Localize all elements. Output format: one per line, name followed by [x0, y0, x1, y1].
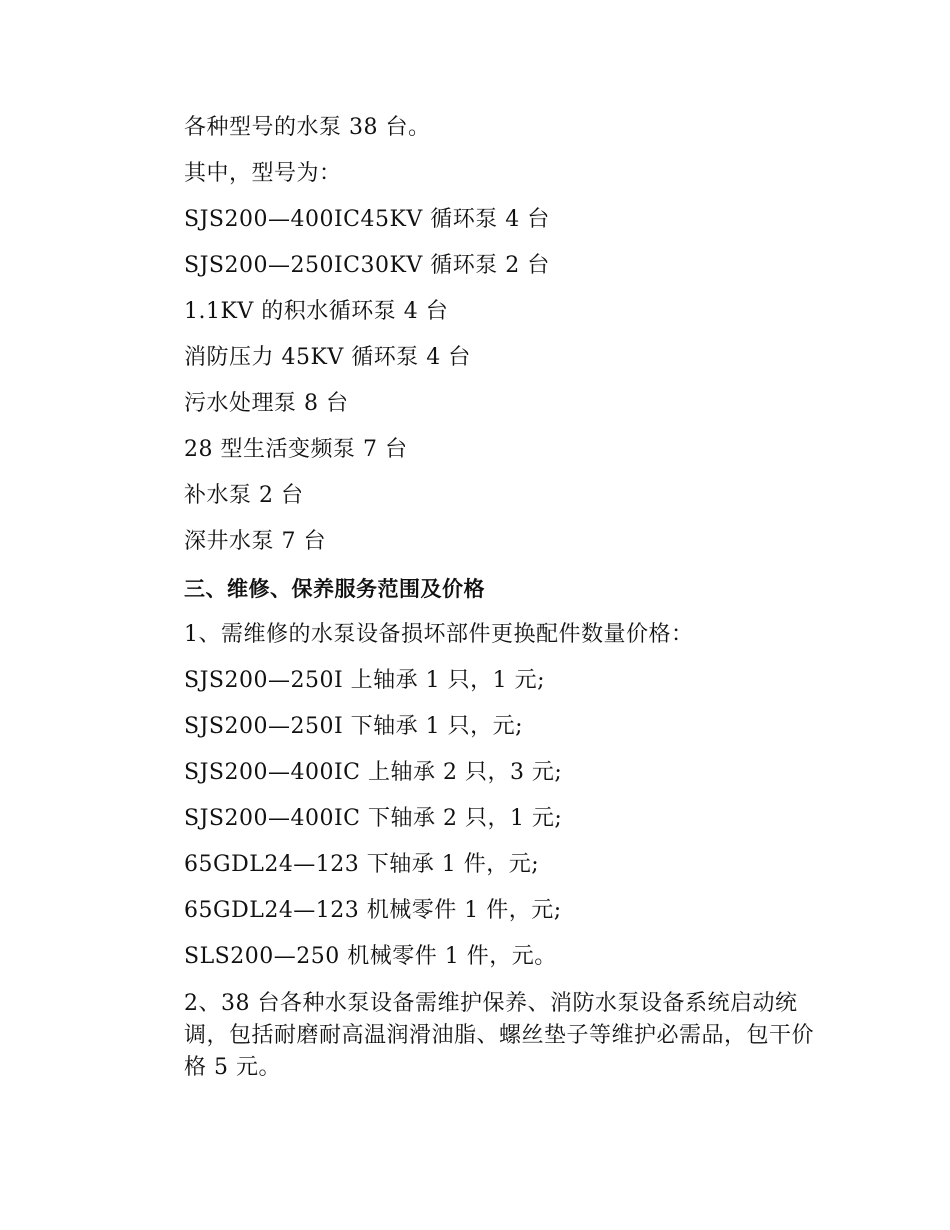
text-line: 各种型号的水泵 38 台。 [184, 115, 431, 140]
text-line: 污水处理泵 8 台 [184, 391, 349, 416]
part-line: SJS200—400IC 上轴承 2 只，3 元; [184, 760, 563, 785]
paragraph-text: 2、38 台各种水泵设备需维护保养、消防水泵设备系统启动统调，包括耐磨耐高温润滑油脂、螺丝垫子等维护必需品，包干价格 5 元。 [184, 991, 815, 1080]
part-line: 65GDL24—123 下轴承 1 件，元; [184, 852, 540, 877]
part-line: SJS200—250I 下轴承 1 只，元; [184, 714, 524, 739]
text-line: 消防压力 45KV 循环泵 4 台 [184, 345, 471, 370]
text-line: 28 型生活变频泵 7 台 [184, 437, 408, 462]
part-line: SJS200—400IC 下轴承 2 只，1 元; [184, 806, 563, 831]
text-line: 1.1KV 的积水循环泵 4 台 [184, 299, 449, 324]
text-line: SJS200—400IC45KV 循环泵 4 台 [184, 207, 550, 232]
text-line: 其中，型号为： [184, 161, 342, 186]
text-line: 补水泵 2 台 [184, 483, 304, 508]
part-line: SJS200—250I 上轴承 1 只，1 元; [184, 668, 546, 693]
text-line: 深井水泵 7 台 [184, 529, 326, 554]
part-line: 65GDL24—123 机械零件 1 件，元; [184, 898, 562, 923]
item-title: 1、需维修的水泵设备损坏部件更换配件数量价格： [184, 622, 694, 647]
part-line: SLS200—250 机械零件 1 件，元。 [184, 944, 557, 969]
paragraph [140, 988, 820, 1084]
text-line: SJS200—250IC30KV 循环泵 2 台 [184, 253, 550, 278]
section-heading: 三、维修、保养服务范围及价格 [184, 577, 485, 601]
